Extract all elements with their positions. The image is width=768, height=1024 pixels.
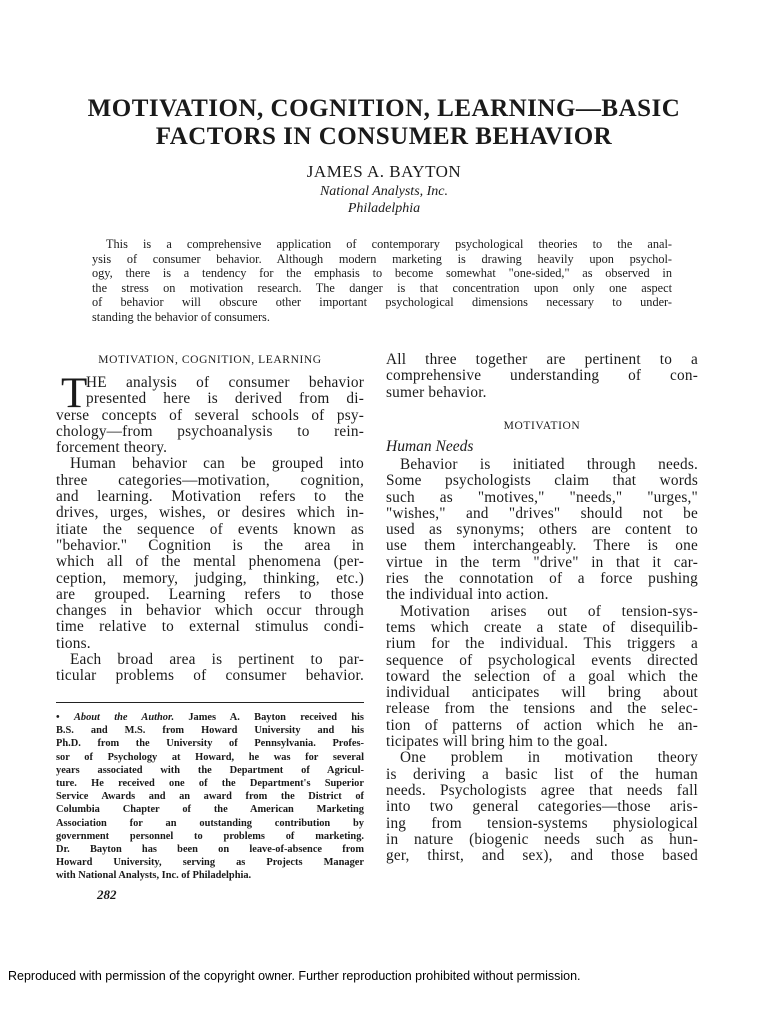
footnote-line: ture. He received one of the Department's Superior	[56, 777, 364, 789]
title-line: FACTORS IN CONSUMER BEHAVIOR	[155, 123, 613, 150]
right-column-text	[386, 457, 698, 864]
text-line: drives, urges, wishes, or desires which in-	[56, 504, 364, 522]
text-line: ger, thirst, and sex), and those based	[386, 847, 698, 865]
footnote-line: Service Awards and an award from the District of	[56, 791, 364, 803]
page-number: 282	[97, 887, 117, 902]
text-line: Each broad area is pertinent to par-	[70, 651, 364, 669]
text-line: Human behavior can be grouped into	[70, 455, 364, 473]
text-line: ries the connotation of a force pushing	[386, 570, 698, 588]
section-heading-right: MOTIVATION	[503, 420, 581, 432]
text-line: Motivation arises out of tension-sys-	[400, 602, 698, 620]
footnote-line: Columbia Chapter of the American Marketing	[56, 804, 364, 816]
text-line: verse concepts of several schools of psy-	[56, 406, 364, 424]
footnote-line: • About the Author. James A. Bayton received his	[56, 712, 364, 723]
abstract-line: ogy, there is a tendency for the emphasis to become somewhat "one-sided," as observed in	[92, 266, 672, 280]
author-city: Philadelphia	[347, 201, 421, 216]
right-column-intro	[386, 352, 698, 401]
abstract	[92, 237, 672, 324]
text-line: in nature (biogenic needs such as hun-	[386, 830, 698, 848]
text-line: such as "motives," "needs," "urges,"	[386, 488, 698, 506]
abstract-line: ysis of consumer behavior. Although modern marketing is drawing heavily upon psychol-	[92, 251, 672, 266]
text-line: rium for the individual. This triggers a	[386, 635, 698, 653]
section-heading-left: MOTIVATION, COGNITION, LEARNING	[98, 354, 322, 366]
text-line: into two general categories—those aris-	[386, 798, 698, 816]
text-line: time relative to external stimulus condi-	[56, 618, 364, 636]
footnote-line: B.S. and M.S. from Howard University and his	[56, 725, 364, 737]
left-column-text	[56, 370, 364, 685]
footnote-line: Howard University, serving as Projects Manager	[56, 857, 364, 869]
title-line: MOTIVATION, COGNITION, LEARNING—BASIC	[87, 95, 681, 122]
text-line: ing from tension-systems physiological	[386, 814, 698, 832]
text-line: individual anticipates will bring about	[386, 684, 698, 702]
author-footnote	[56, 711, 364, 882]
text-line: ticular problems of consumer behavior.	[56, 667, 364, 685]
footnote-line: government personnel to problems of marketing.	[56, 830, 364, 842]
abstract-line: the stress on motivation research. The danger is that concentration upon only one aspect	[92, 280, 672, 295]
footnote-label: About the Author.	[73, 712, 175, 723]
article-title	[40, 95, 728, 151]
subsection-heading: Human Needs	[386, 438, 474, 455]
footnote-line: Dr. Bayton has been on leave-of-absence from	[56, 843, 364, 855]
footnote-text: James A. Bayton received his	[188, 712, 364, 723]
text-line: Some psychologists claim that words	[386, 472, 698, 490]
footnote-line: sor of Psychology at Howard, he was for several	[56, 751, 364, 763]
author-affiliation: National Analysts, Inc.	[319, 184, 449, 199]
text-line: is deriving a basic list of the human	[386, 765, 698, 783]
text-line: Behavior is initiated through needs.	[400, 456, 698, 473]
text-line: and learning. Motivation refers to the	[56, 488, 364, 506]
footnote-line: Association for an outstanding contribution by	[56, 817, 364, 829]
drop-cap: T	[61, 370, 88, 417]
text-line: toward the selection of a goal which the	[386, 667, 698, 685]
text-line: release from the tensions and the selec-	[386, 700, 698, 718]
text-line: ticipates will bring him to the goal.	[386, 733, 608, 751]
text-line: itiate the sequence of events known as	[56, 520, 364, 538]
footnote-divider	[56, 702, 364, 703]
text-line: HE analysis of consumer behavior	[86, 374, 364, 391]
footnote-line: years associated with the Department of Agricul-	[56, 764, 364, 776]
text-line: the individual into action.	[386, 586, 549, 604]
text-line: "wishes," and "drives" should not be	[386, 504, 698, 522]
copyright-footer: Reproduced with permission of the copyright owner. Further reproduction prohibited without permission.	[8, 969, 581, 983]
text-line: ception, memory, judging, thinking, etc.)	[56, 569, 364, 587]
text-line: which all of the mental phenomena (per-	[56, 553, 364, 571]
text-line: sequence of psychological events directed	[386, 651, 698, 669]
text-line: forcement theory.	[56, 439, 168, 457]
text-line: comprehensive understanding of con-	[386, 367, 698, 385]
text-line: virtue in the term "drive" in that it car-	[386, 553, 698, 571]
text-line: changes in behavior which occur through	[56, 602, 364, 620]
abstract-line: This is a comprehensive application of contemporary psychological theories to the anal-	[106, 237, 672, 251]
text-line: chology—from psychoanalysis to rein-	[56, 422, 364, 440]
text-line: "behavior." Cognition is the area in	[56, 536, 364, 554]
footnote-line: with National Analysts, Inc. of Philadelphia.	[56, 870, 252, 882]
text-line: presented here is derived from di-	[86, 390, 364, 408]
text-line: One problem in motivation theory	[400, 749, 698, 767]
author-name: JAMES A. BAYTON	[306, 162, 462, 181]
text-line: tems which create a state of disequilib-	[386, 618, 698, 636]
text-line: three categories—motivation, cognition,	[56, 471, 364, 489]
text-line: All three together are pertinent to a	[386, 351, 698, 368]
text-line: tion of patterns of action which he an-	[386, 716, 698, 734]
abstract-line: standing the behavior of consumers.	[92, 309, 270, 324]
text-line: tions.	[56, 634, 91, 652]
text-line: are grouped. Learning refers to those	[56, 585, 364, 603]
text-line: use them interchangeably. There is one	[386, 537, 698, 555]
abstract-line: of behavior will obscure other important psychological dimensions necessary to under-	[92, 295, 672, 309]
text-line: needs. Psychologists agree that needs fall	[386, 781, 698, 799]
text-line: used as synonyms; others are content to	[386, 521, 698, 539]
text-line: sumer behavior.	[386, 383, 487, 401]
footnote-line: Ph.D. from the University of Pennsylvania. Profes-	[56, 738, 364, 750]
